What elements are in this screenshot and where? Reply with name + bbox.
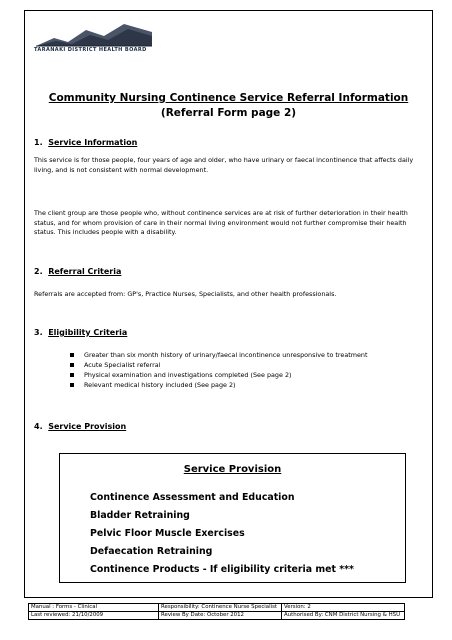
footer-review-by: Review By Date: October 2012	[159, 612, 282, 620]
section-number: 3.	[34, 328, 43, 337]
taranaki-dhb-logo	[34, 16, 154, 60]
section-heading-service-information	[34, 138, 137, 147]
page-subtitle: (Referral Form page 2)	[160, 107, 297, 119]
logo-text: TARANAKI DISTRICT HEALTH BOARD	[34, 47, 147, 53]
section-title: Referral Criteria	[48, 267, 122, 276]
section-title: Service Information	[48, 138, 138, 147]
footer-version: Version: 2	[281, 604, 404, 612]
section-heading-eligibility-criteria	[34, 328, 127, 337]
footer-last-reviewed: Last reviewed: 21/10/2009	[29, 612, 159, 620]
section-title: Service Provision	[48, 422, 127, 431]
provision-item: Continence Products - If eligibility criteria met ***	[90, 564, 354, 575]
bullet-square-icon	[70, 363, 74, 367]
footer-authorised-by: Authorised By: CNM District Nursing & HSU	[281, 612, 404, 620]
section-number: 2.	[34, 267, 43, 276]
page-title: Community Nursing Continence Service Referral Information	[48, 92, 409, 104]
referral-criteria-paragraph: Referrals are accepted from: GP's, Practice Nurses, Specialists, and other health professionals.	[34, 290, 337, 298]
bullet-square-icon	[70, 373, 74, 377]
list-item: Acute Specialist referral	[70, 360, 367, 370]
section-heading-service-provision	[34, 422, 126, 431]
bullet-square-icon	[70, 383, 74, 387]
list-item: Physical examination and investigations completed (See page 2)	[70, 370, 367, 380]
list-item: Greater than six month history of urinary/faecal incontinence unresponsive to treatment	[70, 350, 367, 360]
eligibility-criteria-list	[70, 350, 367, 390]
section-title: Eligibility Criteria	[48, 328, 128, 337]
table-row	[29, 612, 405, 620]
section-heading-referral-criteria	[34, 267, 121, 276]
service-provision-box-title: Service Provision	[183, 464, 282, 475]
list-item: Relevant medical history included (See page 2)	[70, 380, 367, 390]
bullet-square-icon	[70, 353, 74, 357]
section-number: 1.	[34, 138, 43, 147]
provision-item: Pelvic Floor Muscle Exercises	[90, 528, 245, 539]
table-row	[29, 604, 405, 612]
service-information-paragraph-1: This service is for those people, four years of age and older, who have urinary or faecal incontinence that affects daily living, and is not consistent with normal development.	[34, 156, 414, 174]
footer-manual: Manual : Forms - Clinical	[29, 604, 159, 612]
provision-item: Defaecation Retraining	[90, 546, 213, 557]
document-footer-table	[28, 603, 405, 620]
service-information-paragraph-2: The client group are those people who, without continence services are at risk of further deterioration in their health status, and for whom provision of care in their normal living environment would not further compromise their health status. This includes people with a disability.	[34, 209, 408, 237]
footer-responsibility: Responsibility: Continence Nurse Specialist	[159, 604, 282, 612]
provision-item: Bladder Retraining	[90, 510, 190, 521]
section-number: 4.	[34, 422, 43, 431]
provision-item: Continence Assessment and Education	[90, 492, 295, 503]
